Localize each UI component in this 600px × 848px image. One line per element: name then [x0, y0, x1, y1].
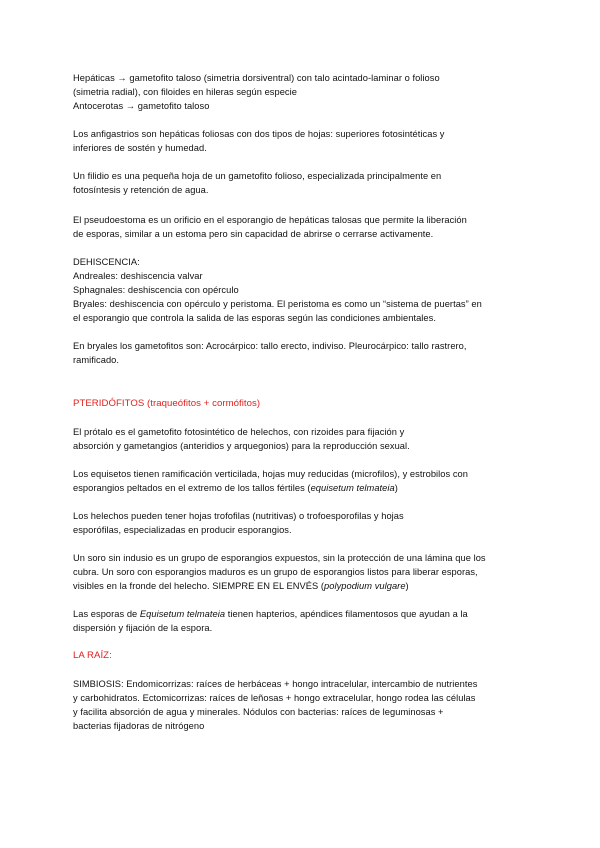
text-line: inferiores de sostén y humedad. [73, 143, 207, 153]
text-line: ramificado. [73, 355, 120, 365]
simbiosis-paragraph [73, 677, 542, 733]
text-segment: visibles en la fronde del helecho. SIEMPRE EN EL ENVÉS ( [73, 581, 325, 591]
text-line: Antocerotas → gametofito taloso [73, 101, 210, 111]
text-line: bacterias fijadoras de nitrógeno [73, 721, 205, 731]
text-line: y facilita absorción de agua y minerales. Nódulos con bacterias: raíces de leguminosas + [73, 707, 444, 717]
text-line: Bryales: deshiscencia con opérculo y peristoma. El peristoma es como un “sistema de puertas” en [73, 299, 482, 309]
dehiscencia-title: DEHISCENCIA: [73, 257, 140, 267]
text-line [73, 481, 542, 495]
text-line: cubra. Un soro con esporangios maduros es un grupo de esporangios listos para liberar esporas, [73, 567, 478, 577]
text-line [73, 607, 542, 621]
pseudoestoma-paragraph [73, 213, 542, 241]
text-line: Los anfigastrios son hepáticas foliosas con dos tipos de hojas: superiores fotosintéticas y [73, 129, 445, 139]
text-line: de esporas, similar a un estoma pero sin capacidad de abrirse o cerrarse activamente. [73, 229, 434, 239]
text-line: En bryales los gametofitos son: Acrocárpico: tallo erecto, indiviso. Pleurocárpico: tallo rastrero, [73, 341, 467, 351]
soro-paragraph [73, 551, 542, 593]
dehiscencia-section [73, 255, 542, 325]
text-segment: ) [405, 581, 409, 591]
text-line: SIMBIOSIS: Endomicorrizas: raíces de herbáceas + hongo intracelular, intercambio de nutrientes [73, 679, 478, 689]
text-line: absorción y gametangios (anteridios y arquegonios) para la reproducción sexual. [73, 441, 410, 451]
equisetos-paragraph [73, 467, 542, 495]
text-line [73, 579, 542, 593]
text-line: (simetria radial), con filoides en hileras según especie [73, 87, 297, 97]
filidio-paragraph [73, 169, 542, 197]
text-segment: esporangios peltados en el extremo de los tallos fértiles ( [73, 483, 311, 493]
anfigastrios-paragraph [73, 127, 542, 155]
text-line: dispersión y fijación de la espora. [73, 623, 213, 633]
text-line: Un filidio es una pequeña hoja de un gametofito folioso, especializada principalmente en [73, 171, 442, 181]
pteridofitos-heading: PTERIDÓFITOS (traqueófitos + cormófitos) [73, 398, 261, 409]
text-line: fotosíntesis y retención de agua. [73, 185, 209, 195]
esporas-paragraph [73, 607, 542, 635]
text-line: El pseudoestoma es un orificio en el esporangio de hepáticas talosas que permite la liberación [73, 215, 467, 225]
text-segment: ) [394, 483, 398, 493]
hepaticas-paragraph [73, 71, 542, 113]
species-name: Equisetum telmateia [139, 609, 226, 619]
helechos-paragraph [73, 509, 542, 537]
text-line: y carbohidratos. Ectomicorrizas: raíces de leñosas + hongo extracelular, hongo rodea las células [73, 693, 476, 703]
text-line: Los equisetos tienen ramificación verticilada, hojas muy reducidas (microfilos), y estrobilos con [73, 469, 468, 479]
text-line: El prótalo es el gametofito fotosintético de helechos, con rizoides para fijación y [73, 427, 405, 437]
species-name: equisetum telmateia [310, 483, 395, 493]
text-segment: tienen hapterios, apéndices filamentosos que ayudan a la [225, 609, 468, 619]
gametofitos-paragraph [73, 339, 542, 367]
text-line: Un soro sin indusio es un grupo de esporangios expuestos, sin la protección de una lámina que los [73, 553, 486, 563]
raiz-heading: LA RAÍZ: [73, 650, 112, 661]
text-line: Los helechos pueden tener hojas trofofilas (nutritivas) o trofoesporofilas y hojas [73, 511, 404, 521]
text-line: Sphagnales: deshiscencia con opérculo [73, 285, 239, 295]
text-line: esporófilas, especializadas en producir esporangios. [73, 525, 292, 535]
text-line: Hepáticas → gametofito taloso (simetria dorsiventral) con talo acintado-laminar o folioso [73, 73, 440, 83]
protalo-paragraph [73, 425, 542, 453]
text-line: Andreales: deshiscencia valvar [73, 271, 203, 281]
text-line: el esporangio que controla la salida de las esporas según las condiciones ambientales. [73, 313, 436, 323]
species-name: polypodium vulgare [324, 581, 406, 591]
text-segment: Las esporas de [73, 609, 140, 619]
